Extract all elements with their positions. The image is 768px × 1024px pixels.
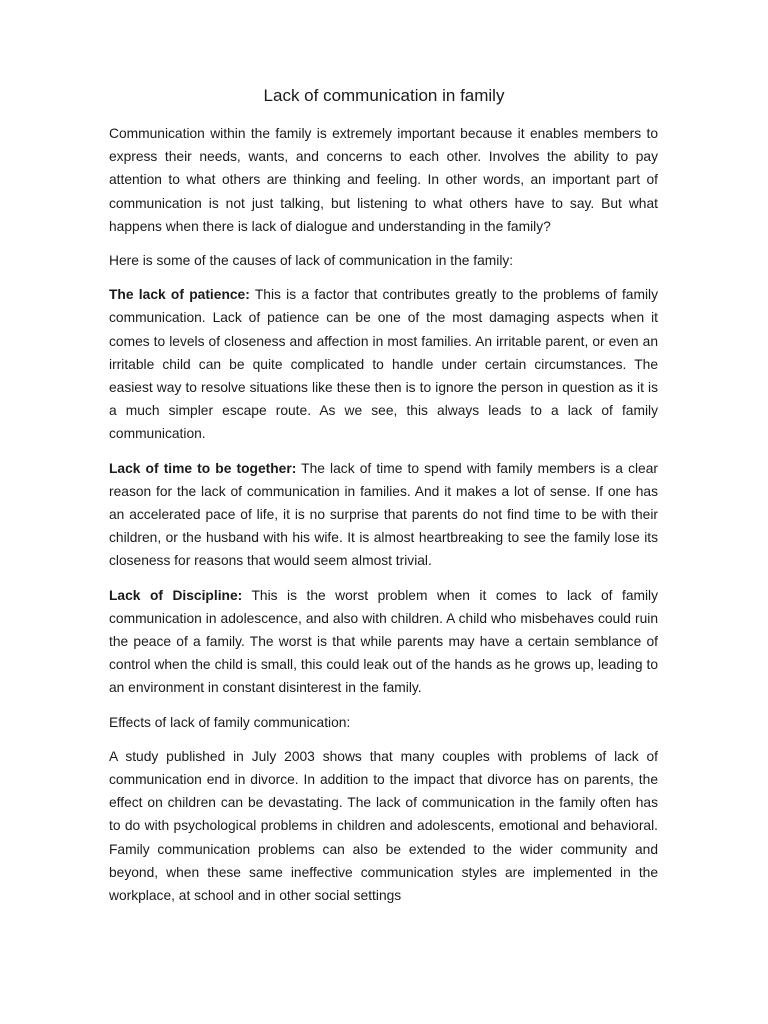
effects-intro-paragraph: Effects of lack of family communication: [109, 714, 351, 730]
cause-paragraph-discipline [109, 584, 658, 700]
cause-heading: Lack of time to be together: [109, 460, 297, 476]
cause-paragraph-time [109, 457, 658, 573]
cause-text: This is a factor that contributes greatly to the problems of family communication. Lack of patience can be one of the most damaging aspects when it comes to levels of closeness and affection in most families. An irritable parent, or even an irritable child can be quite complicated to handle under certain circumstances. The easiest way to resolve situations like these then is to ignore the person in question as it is a much simpler escape route. As we see, this always leads to a lack of family communication. [109, 287, 658, 442]
cause-heading: Lack of Discipline: [109, 587, 243, 603]
document-body [109, 122, 658, 918]
document-title: Lack of communication in family [263, 86, 505, 105]
cause-text: The lack of time to spend with family members is a clear reason for the lack of communication in families. And it makes a lot of sense. If one has an accelerated pace of life, it is no surprise that parents do not find time to be with their children, or the husband with his wife. It is almost heartbreaking to see the family lose its closeness for reasons that would seem almost trivial. [109, 460, 658, 569]
causes-intro-paragraph: Here is some of the causes of lack of communication in the family: [109, 253, 514, 269]
effects-paragraph: A study published in July 2003 shows that many couples with problems of lack of communication end in divorce. In addition to the impact that divorce has on parents, the effect on children can be devastating. The lack of communication in the family often has to do with psychological problems in children and adolescents, emotional and behavioral. Family communication problems can also be extended to the wider community and beyond, when these same ineffective communication styles are implemented in the workplace, at school and in other social settings [109, 748, 658, 904]
intro-paragraph: Communication within the family is extremely important because it enables members to express their needs, wants, and concerns to each other. Involves the ability to pay attention to what others are thinking and feeling. In other words, an important part of communication is not just talking, but listening to what others have to say. But what happens when there is lack of dialogue and understanding in the family? [109, 126, 658, 234]
cause-text: This is the worst problem when it comes to lack of family communication in adolescence, and also with children. A child who misbehaves could ruin the peace of a family. The worst is that while parents may have a certain semblance of control when the child is small, this could leak out of the hands as he grows up, leading to an environment in constant disinterest in the family. [109, 587, 659, 696]
cause-heading: The lack of patience: [109, 287, 250, 303]
cause-paragraph-patience [109, 283, 658, 445]
